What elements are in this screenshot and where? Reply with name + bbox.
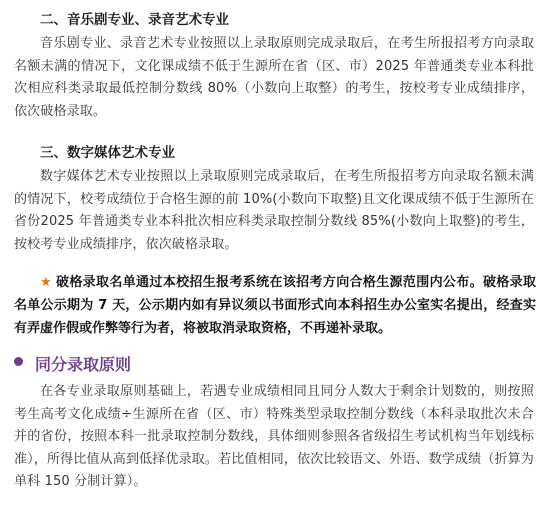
tie-breaking-section-title: 同分录取原则 (35, 355, 132, 374)
music-section-paragraph: 音乐剧专业、录音艺术专业按照以上录取原则完成录取后，在考生所报招考方向录取名额未满的情况下，文化课成绩不低于生源所在省（区、市）2025 年普通类专业本科批次相应科类录取最低控制分数线 80%（小数向上取整）的考生，按校考专业成绩排序，依次破格录取。 (14, 36, 534, 119)
tie-breaking-paragraph: 在各专业录取原则基础上，若遇专业成绩相同且同分人数大于剩余计划数的，则按照考生高考文化成绩÷生源所在省（区、市）特殊类型录取控制分数线（本科录取批次未合并的省份，按照本科一批录取控制分数线，具体细则参照各省级招生考试机构当年划线标准），所得比值从高到低择优录取。若比值相同，依次比较语文、外语、数学成绩（折算为单科 150 分制计算）。 (14, 384, 534, 490)
digital-section-heading: 三、数字媒体艺术专业 (40, 145, 175, 161)
music-section-heading: 二、音乐剧专业、录音艺术专业 (40, 12, 229, 28)
tie-breaking-section-header (14, 352, 131, 376)
star-icon: ★ (40, 275, 52, 290)
digital-section-paragraph: 数字媒体艺术专业按照以上录取原则完成录取后，在考生所报招考方向录取名额未满的情况下，校考成绩位于合格生源的前 10%(小数向下取整)且文化课成绩不低于生源所在省份2025 年普通类专业本科批次相应科类录取控制分数线 85%(小数向上取整)的考生，按校考专业成绩排序，依次破格录取。 (14, 169, 534, 252)
bullet-icon (14, 357, 23, 366)
notice-text: 破格录取名单通过本校招生报考系统在该招考方向合格生源范围内公布。破格录取名单公示期为 7 天，公示期内如有异议须以书面形式向本科招生办公室实名提出，经查实有弄虚作假或作弊等行为者，将被取消录取资格，不再递补录取。 (14, 275, 536, 336)
exceptional-admission-notice (14, 272, 536, 340)
